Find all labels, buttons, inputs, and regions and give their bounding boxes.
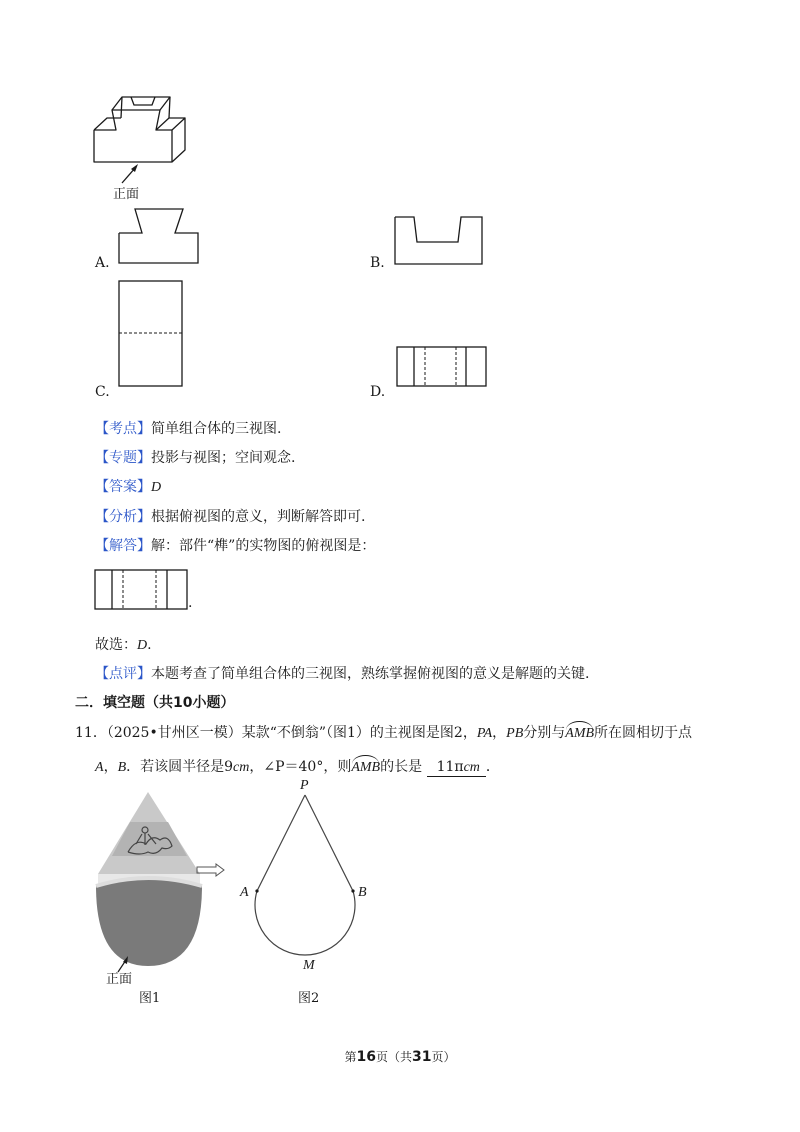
zhuanti-tag: 【专题】 [95,450,151,466]
dianping-tag: 【点评】 [95,666,151,682]
daan-line [95,476,161,496]
option-d-label: D. [370,384,386,400]
q11-end: ． [485,759,500,775]
q11-text-e: ，∠P＝40°，则 [249,759,352,775]
figure2-point-p: P [300,778,309,793]
q11-point-b: B [117,760,127,775]
figure1-front-caption: 正面 [106,972,133,987]
figure2-point-b: B [358,885,367,900]
figure1-caption: 图1 [139,991,161,1006]
q11-answer-num: 11π [436,759,464,775]
front-caption: 正面 [113,187,140,202]
q11-text-d: ．若该圆半径是9 [126,759,234,775]
guxuan-letter: D [137,638,148,653]
guxuan-end: . [147,637,152,653]
option-d-figure [396,346,488,388]
figure2-geometry [240,790,360,970]
figure2-point-a: A [240,885,249,900]
q11-text-b: 分别与 [523,725,566,741]
solution-figure [94,569,193,611]
option-b-figure [394,216,484,266]
figure2-caption: 图2 [298,991,320,1006]
figure2-point-m: M [303,958,315,973]
q11-number: 11． [75,725,107,741]
jieda-text: 解：部件“榫”的实物图的俯视图是： [151,538,376,554]
q11-text-f: 的长是 [380,759,423,775]
zhuanti-line [95,447,295,467]
dianping-line [95,663,589,683]
page-footer [0,1048,800,1065]
q11-point-a: A [95,760,104,775]
q11-answer [427,759,486,777]
section-title: 二．填空题（共10小题） [75,695,235,711]
q11-text-a: （2025•甘州区一模）某款“不倒翁”（图1）的主视图是图2， [106,725,477,741]
footer-page-number: 16 [356,1049,376,1065]
q11-text-c: 所在圆相切于点 [594,725,693,741]
guxuan-text: 故选： [95,637,137,653]
q11-unit-cm: cm [233,760,250,775]
footer-total-pages: 31 [412,1049,432,1065]
figure1-tumbler [90,790,230,980]
q11-comma: ， [492,725,507,741]
fenxi-line [95,506,365,526]
solution-period: . [188,595,193,611]
footer-mid: 页（共 [375,1050,412,1064]
dianping-text: 本题考查了简单组合体的三视图，熟练掌握俯视图的意义是解题的关键. [151,666,590,682]
jieda-line [95,535,375,555]
fenxi-text: 根据俯视图的意义，判断解答即可. [151,509,366,525]
daan-text: D [151,480,162,495]
option-a-label: A. [95,255,110,271]
kaodian-line [95,418,281,438]
q11-pb: PB [506,726,524,741]
option-a-figure [117,206,202,264]
zhuanti-text: 投影与视图；空间观念. [151,450,296,466]
footer-post: 页） [431,1050,456,1064]
q11-comma-2: ， [103,759,118,775]
option-c-label: C. [95,384,110,400]
kaodian-text: 简单组合体的三视图. [151,421,282,437]
q11-answer-unit: cm [463,760,480,775]
q11-pa: PA [476,726,493,741]
option-b-label: B. [370,255,385,271]
daan-tag: 【答案】 [95,479,151,495]
guxuan-line [95,634,152,654]
q11-arc-amb-2: AMB [351,760,381,775]
jieda-tag: 【解答】 [95,538,151,554]
kaodian-tag: 【考点】 [95,421,151,437]
footer-pre: 第 [344,1050,357,1064]
tenon-3d-figure [90,85,200,205]
q11-arc-amb: AMB [565,726,595,741]
q11-line2 [95,756,500,777]
q11-line1 [75,722,692,742]
option-c-figure [118,280,184,388]
fenxi-tag: 【分析】 [95,509,151,525]
double-arrow-icon [196,863,226,877]
